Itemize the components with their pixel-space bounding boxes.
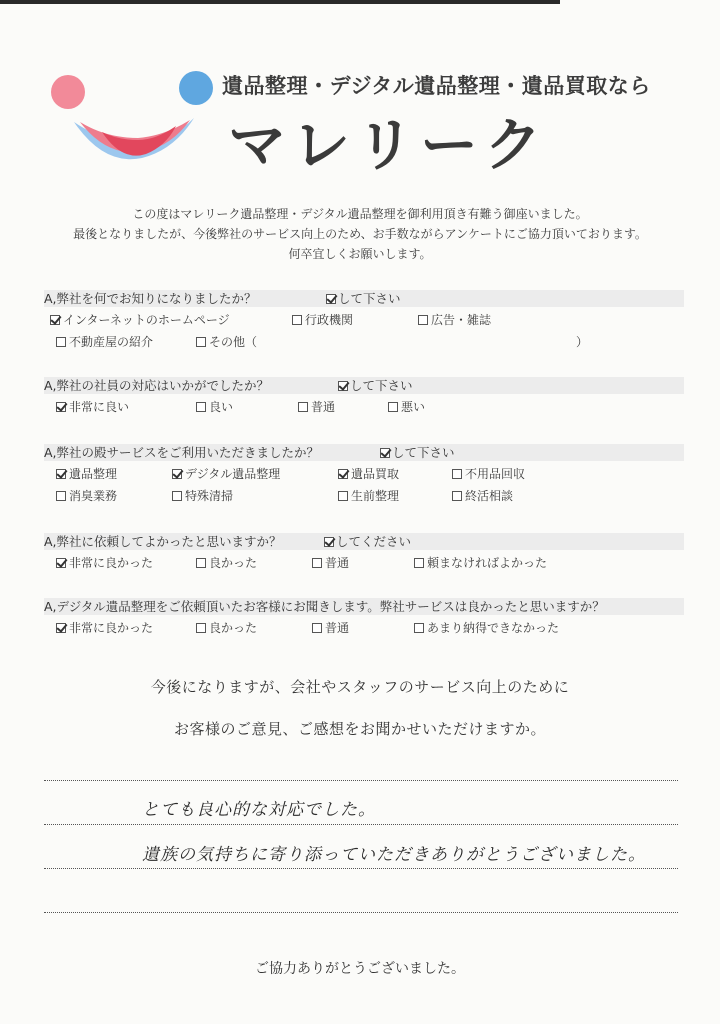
checkmark-icon bbox=[380, 448, 390, 458]
option-very-good[interactable]: 非常に良かった bbox=[56, 554, 153, 571]
checkbox-checked-icon[interactable] bbox=[50, 315, 60, 325]
option-very-good[interactable]: 非常に良い bbox=[56, 398, 129, 415]
option-row bbox=[44, 550, 684, 572]
checkbox-icon[interactable] bbox=[196, 337, 206, 347]
question-band bbox=[44, 377, 684, 394]
closing-line: お客様のご意見、ご感想をお聞かせいただけますか。 bbox=[173, 720, 546, 738]
checkbox-icon[interactable] bbox=[414, 623, 424, 633]
option-internet[interactable]: インターネットのホームページ bbox=[50, 311, 230, 328]
checkbox-icon[interactable] bbox=[298, 402, 308, 412]
checkbox-checked-icon[interactable] bbox=[172, 469, 182, 479]
checkbox-checked-icon[interactable] bbox=[56, 558, 66, 568]
option-good[interactable]: 良い bbox=[196, 398, 233, 415]
option-end-of-life-consult[interactable]: 終活相談 bbox=[452, 487, 513, 504]
intro-line: 何卒宜しくお願いします。 bbox=[288, 247, 432, 261]
question-text: A,デジタル遺品整理をご依頼頂いたお客様にお聞きします。弊社サービスは良かったと思いますか？ bbox=[44, 599, 605, 614]
question-satisfaction bbox=[44, 533, 684, 572]
checkmark-icon bbox=[326, 294, 336, 304]
comment-line bbox=[44, 868, 678, 869]
question-hint: してください bbox=[324, 533, 411, 550]
closing-line: 今後になりますが、会社やスタッフのサービス向上のために bbox=[150, 678, 570, 696]
option-row bbox=[44, 394, 684, 416]
option-row bbox=[44, 483, 684, 505]
comment-line bbox=[44, 824, 678, 825]
checkbox-checked-icon[interactable] bbox=[56, 469, 66, 479]
checkbox-icon[interactable] bbox=[418, 315, 428, 325]
paren-close: ） bbox=[576, 335, 589, 349]
tagline: 遺品整理・デジタル遺品整理・遺品買取なら bbox=[222, 74, 651, 98]
marereek-logo-icon bbox=[44, 70, 224, 170]
checkbox-icon[interactable] bbox=[452, 469, 462, 479]
intro-line: この度はマレリーク遺品整理・デジタル遺品整理を御利用頂き有難う御座いました。 bbox=[132, 207, 588, 221]
question-band bbox=[44, 444, 684, 461]
question-band bbox=[44, 290, 684, 307]
option-not-satisfied[interactable]: あまり納得できなかった bbox=[414, 619, 559, 636]
question-band bbox=[44, 598, 684, 615]
handwritten-comment: 遺族の気持ちに寄り添っていただきありがとうございました。 bbox=[142, 845, 646, 865]
option-row bbox=[44, 329, 684, 351]
question-band bbox=[44, 533, 684, 550]
handwritten-comment: とても良心的な対応でした。 bbox=[142, 800, 376, 820]
question-text: A,弊社に依頼してよかったと思いますか？ bbox=[44, 534, 282, 549]
option-special-cleaning[interactable]: 特殊清掃 bbox=[172, 487, 233, 504]
option-pre-death-cleanup[interactable]: 生前整理 bbox=[338, 487, 399, 504]
question-hint: して下さい bbox=[326, 290, 401, 307]
option-other[interactable]: その他（ bbox=[196, 333, 257, 350]
question-text: A,弊社の社員の対応はいかがでしたか？ bbox=[44, 378, 270, 393]
option-bad[interactable]: 悪い bbox=[388, 398, 425, 415]
option-ad-magazine[interactable]: 広告・雑誌 bbox=[418, 311, 491, 328]
intro-line: 最後となりましたが、今後弊社のサービス向上のため、お手数ながらアンケートにご協力頂いております。 bbox=[73, 227, 647, 241]
checkbox-checked-icon[interactable] bbox=[338, 469, 348, 479]
intro-text bbox=[0, 204, 720, 264]
checkbox-checked-icon[interactable] bbox=[56, 402, 66, 412]
checkbox-icon[interactable] bbox=[312, 558, 322, 568]
question-hint: して下さい bbox=[338, 377, 413, 394]
option-normal[interactable]: 普通 bbox=[312, 554, 349, 571]
checkbox-checked-icon[interactable] bbox=[56, 623, 66, 633]
option-real-estate[interactable]: 不動産屋の紹介 bbox=[56, 333, 153, 350]
question-hint: して下さい bbox=[380, 444, 455, 461]
top-edge-bar bbox=[0, 0, 560, 4]
question-text: A,弊社を何でお知りになりましたか？ bbox=[44, 291, 257, 306]
question-digital bbox=[44, 598, 684, 637]
option-normal[interactable]: 普通 bbox=[312, 619, 349, 636]
checkbox-icon[interactable] bbox=[452, 491, 462, 501]
checkmark-icon bbox=[338, 381, 348, 391]
option-very-good[interactable]: 非常に良かった bbox=[56, 619, 153, 636]
option-row bbox=[44, 461, 684, 483]
brand-name: マレリーク bbox=[228, 111, 549, 179]
option-good[interactable]: 良かった bbox=[196, 619, 257, 636]
checkbox-icon[interactable] bbox=[388, 402, 398, 412]
checkbox-icon[interactable] bbox=[196, 402, 206, 412]
option-estate-cleanup[interactable]: 遺品整理 bbox=[56, 465, 117, 482]
comment-line bbox=[44, 780, 678, 781]
checkbox-icon[interactable] bbox=[56, 337, 66, 347]
option-buyback[interactable]: 遺品買取 bbox=[338, 465, 399, 482]
checkbox-icon[interactable] bbox=[338, 491, 348, 501]
checkmark-icon bbox=[324, 537, 334, 547]
option-government[interactable]: 行政機関 bbox=[292, 311, 353, 328]
thanks-text: ご協力ありがとうございました。 bbox=[255, 961, 465, 977]
checkbox-icon[interactable] bbox=[312, 623, 322, 633]
comment-line bbox=[44, 912, 678, 913]
question-staff bbox=[44, 377, 684, 416]
option-normal[interactable]: 普通 bbox=[298, 398, 335, 415]
checkbox-icon[interactable] bbox=[196, 558, 206, 568]
checkbox-icon[interactable] bbox=[56, 491, 66, 501]
option-junk-collection[interactable]: 不用品回収 bbox=[452, 465, 525, 482]
option-row bbox=[44, 307, 684, 329]
checkbox-icon[interactable] bbox=[292, 315, 302, 325]
option-row bbox=[44, 615, 684, 637]
question-services bbox=[44, 444, 684, 505]
question-source bbox=[44, 290, 684, 351]
option-deodorizing[interactable]: 消臭業務 bbox=[56, 487, 117, 504]
option-good[interactable]: 良かった bbox=[196, 554, 257, 571]
checkbox-icon[interactable] bbox=[172, 491, 182, 501]
option-should-not-have[interactable]: 頼まなければよかった bbox=[414, 554, 547, 571]
question-text: A,弊社の殿サービスをご利用いただきましたか？ bbox=[44, 445, 320, 460]
option-digital-cleanup[interactable]: デジタル遺品整理 bbox=[172, 465, 280, 482]
checkbox-icon[interactable] bbox=[196, 623, 206, 633]
checkbox-icon[interactable] bbox=[414, 558, 424, 568]
